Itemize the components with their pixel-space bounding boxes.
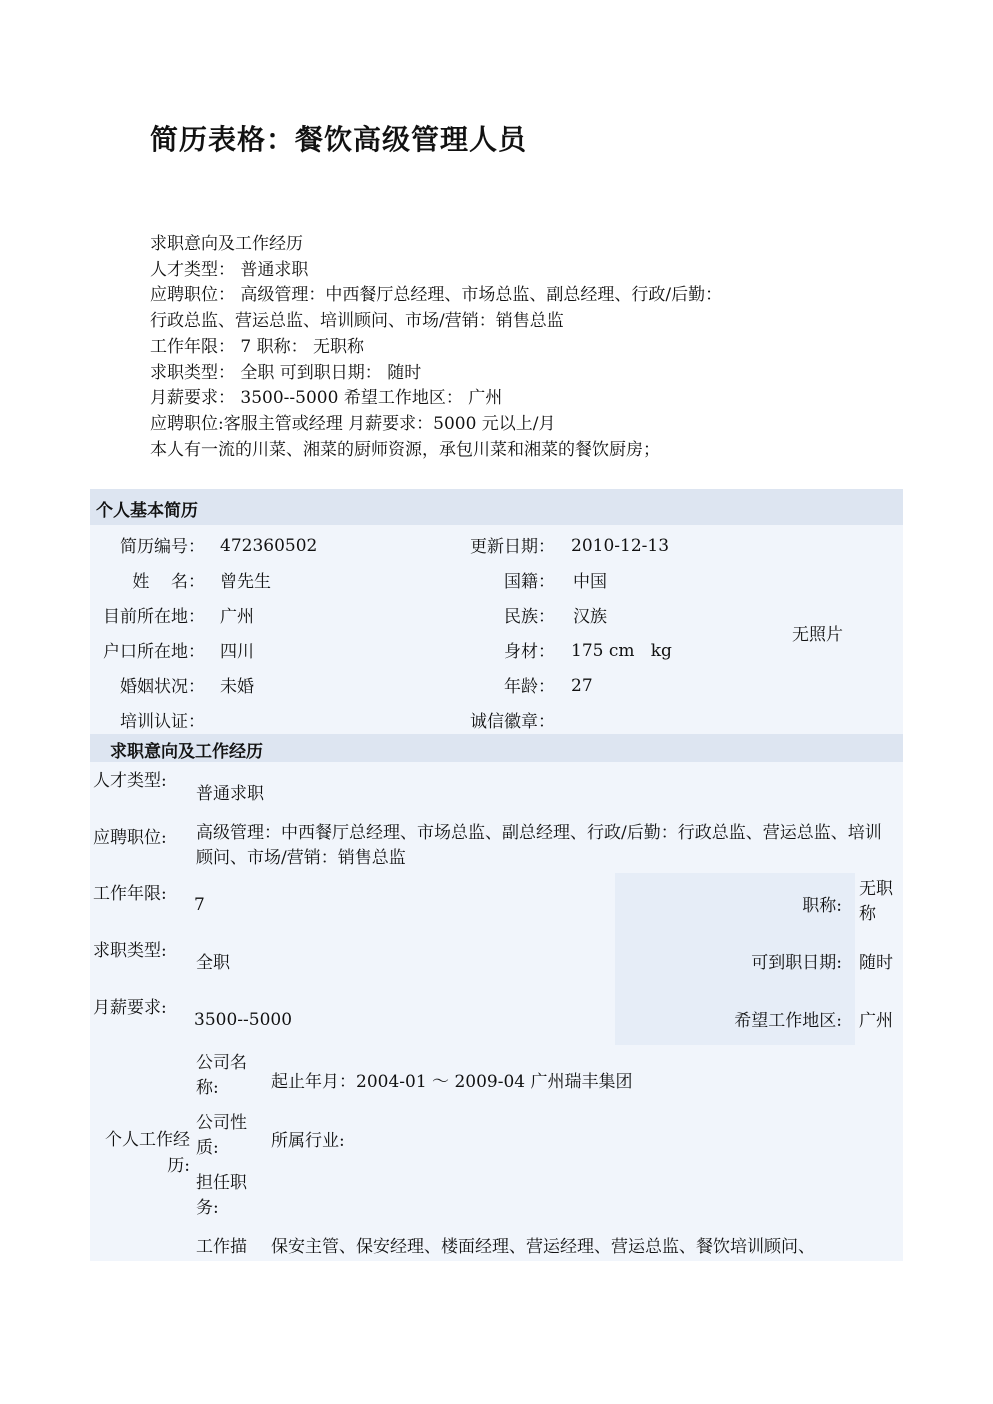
marital-value: 未婚 xyxy=(220,677,254,697)
intent-section-title: 求职意向及工作经历 xyxy=(110,742,263,762)
intro-line: 求职意向及工作经历 xyxy=(150,234,303,254)
marital-label: 婚姻状况： xyxy=(120,677,205,697)
age-label: 年龄： xyxy=(504,677,555,697)
basic-section-header xyxy=(90,489,903,525)
job-title-label: 职称: xyxy=(802,896,842,916)
nationality-label: 国籍： xyxy=(504,572,555,592)
update-date-value: 2010-12-13 xyxy=(571,536,670,556)
start-date-value: 随时 xyxy=(859,953,893,973)
credit-badge-label: 诚信徽章： xyxy=(470,712,555,732)
intro-line: 应聘职位:客服主管或经理 月薪要求：5000 元以上/月 xyxy=(150,413,556,434)
training-label: 培训认证： xyxy=(120,712,205,732)
work-period: 起止年月：2004-01 ～ 2009-04 广州瑞丰集团 xyxy=(271,1072,633,1092)
name-value: 曾先生 xyxy=(220,572,271,592)
company-nature-label: 公司性质: xyxy=(196,1113,247,1158)
location-value: 广州 xyxy=(220,607,254,627)
position-label: 应聘职位: xyxy=(93,828,167,848)
age-value: 27 xyxy=(571,676,593,696)
basic-section-title: 个人基本简历 xyxy=(96,501,198,521)
ethnicity-label: 民族： xyxy=(504,607,555,627)
industry-label: 所属行业: xyxy=(271,1131,345,1151)
hukou-value: 四川 xyxy=(220,642,254,662)
location-label: 目前所在地： xyxy=(103,607,205,627)
start-date-label: 可到职日期: xyxy=(751,953,842,973)
resume-no-value: 472360502 xyxy=(220,536,318,556)
page-title: 简历表格：餐饮高级管理人员 xyxy=(150,123,528,156)
intro-block xyxy=(150,232,722,463)
body-value: 175 cm kg xyxy=(571,641,672,661)
salary-value: 3500--5000 xyxy=(194,1010,293,1030)
years-value: 7 xyxy=(194,895,205,915)
talent-type-value: 普通求职 xyxy=(196,784,264,804)
intro-line: 本人有一流的川菜、湘菜的厨师资源，承包川菜和湘菜的餐饮厨房； xyxy=(150,439,660,460)
work-desc-label: 工作描 xyxy=(196,1237,247,1257)
salary-label: 月薪要求: xyxy=(93,998,167,1018)
position-value: 高级管理：中西餐厅总经理、市场总监、副总经理、行政/后勤：行政总监、营运总监、培训顾问、市场/营销：销售总监 xyxy=(196,823,882,868)
name-label: 姓 名： xyxy=(132,572,205,592)
years-label: 工作年限: xyxy=(93,884,167,904)
job-type-label: 求职类型: xyxy=(93,941,167,961)
intro-line: 行政总监、营运总监、培训顾问、市场/营销：销售总监 xyxy=(150,311,564,332)
area-value: 广州 xyxy=(859,1011,893,1031)
work-desc-value: 保安主管、保安经理、楼面经理、营运经理、营运总监、餐饮培训顾问、 xyxy=(271,1237,815,1257)
body-label: 身材： xyxy=(504,642,555,662)
intro-line: 求职类型： 全职 可到职日期： 随时 xyxy=(150,362,422,383)
intro-line: 人才类型： 普通求职 xyxy=(150,259,309,280)
ethnicity-value: 汉族 xyxy=(573,607,607,627)
photo-placeholder: 无照片 xyxy=(792,625,843,645)
area-label: 希望工作地区: xyxy=(734,1011,842,1031)
intro-line: 工作年限： 7 职称： 无职称 xyxy=(150,336,365,357)
hukou-label: 户口所在地： xyxy=(103,642,205,662)
job-type-value: 全职 xyxy=(196,953,230,973)
experience-label: 个人工作经历: xyxy=(105,1130,190,1176)
job-title-value: 无职称 xyxy=(859,879,893,924)
intro-line: 应聘职位： 高级管理：中西餐厅总经理、市场总监、副总经理、行政/后勤： xyxy=(150,285,723,306)
nationality-value: 中国 xyxy=(573,572,607,592)
resume-no-label: 简历编号： xyxy=(120,537,205,557)
update-date-label: 更新日期： xyxy=(470,537,555,557)
intro-line: 月薪要求： 3500--5000 希望工作地区： 广州 xyxy=(150,388,503,409)
intent-section-header xyxy=(90,734,903,762)
talent-type-label: 人才类型: xyxy=(93,771,167,791)
role-label: 担任职务: xyxy=(196,1173,247,1218)
company-name-label: 公司名称: xyxy=(196,1053,247,1098)
